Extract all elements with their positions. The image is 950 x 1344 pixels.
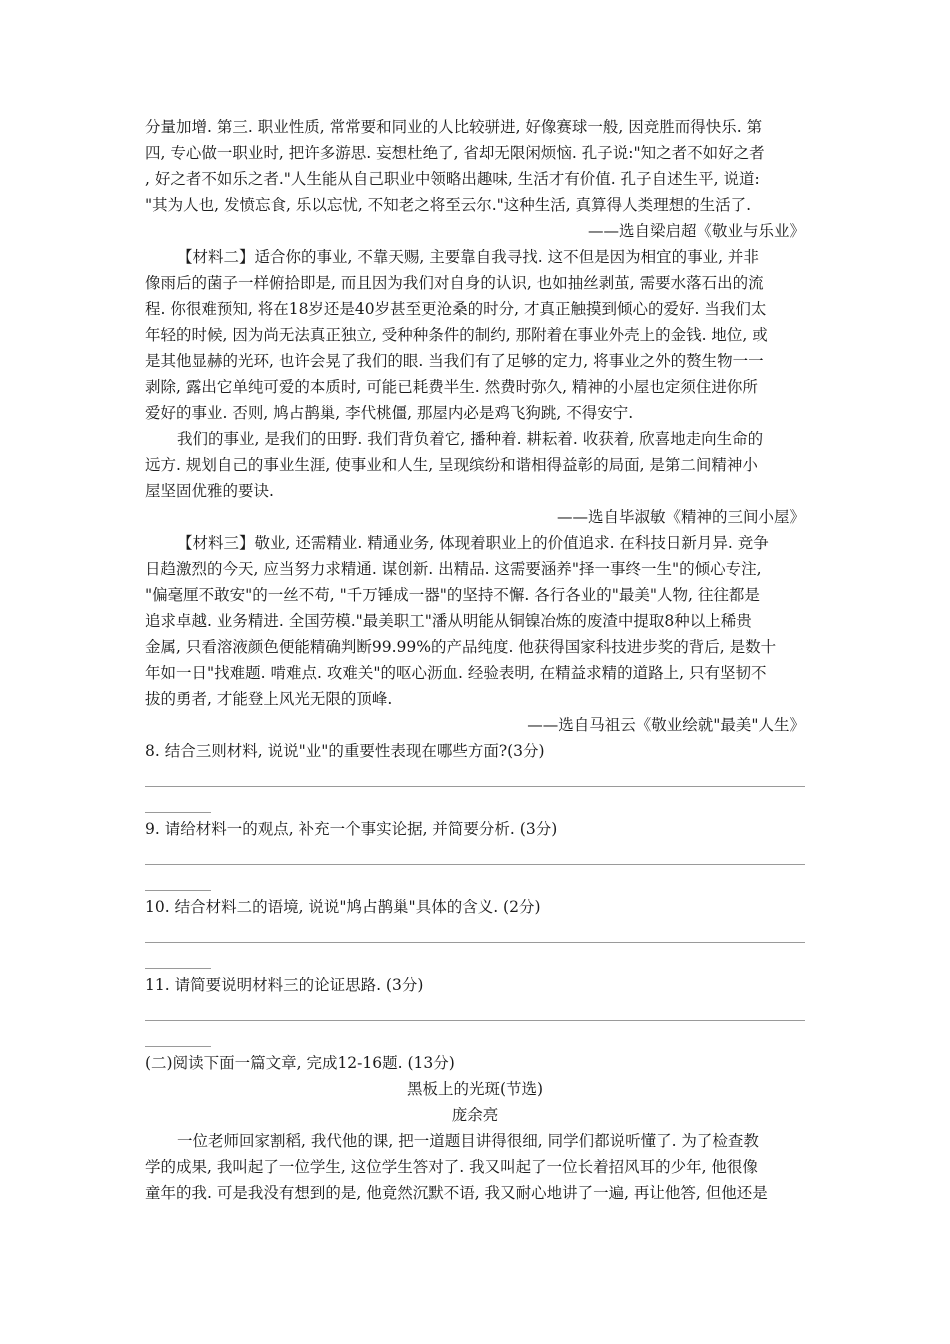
question-text: 8. 结合三则材料, 说说"业"的重要性表现在哪些方面?(3分)	[145, 742, 545, 760]
question-text: 10. 结合材料二的语境, 说说"鸠占鹊巢"具体的含义. (2分)	[145, 898, 541, 916]
source-attribution: ——选自毕淑敏《精神的三间小屋》	[556, 508, 805, 526]
text-line: 程. 你很难预知, 将在18岁还是40岁甚至更沧桑的时分, 才真正触摸到倾心的爱好. 当我们太	[145, 300, 767, 318]
question-text: 11. 请简要说明材料三的论证思路. (3分)	[145, 976, 424, 994]
text-line: 四, 专心做一职业时, 把许多游思. 妄想杜绝了, 省却无限闲烦恼. 孔子说:"知之者不如好之者	[145, 144, 765, 162]
text-line: 追求卓越. 业务精进. 全国劳模."最美职工"潘从明能从铜镍冶炼的废渣中提取8种以上稀贵	[145, 612, 752, 630]
answer-line[interactable]	[145, 786, 805, 787]
material-two-text	[145, 244, 805, 530]
question-text: 9. 请给材料一的观点, 补充一个事实论据, 并简要分析. (3分)	[145, 820, 558, 838]
text-line: 是其他显赫的光环, 也许会晃了我们的眼. 当我们有了足够的定力, 将事业之外的赘生物一一	[145, 352, 764, 370]
article-author: 庞余亮	[451, 1106, 499, 1124]
text-line: 一位老师回家割稻, 我代他的课, 把一道题目讲得很细, 同学们都说听懂了. 为了检查教	[177, 1132, 759, 1150]
text-line: 童年的我. 可是我没有想到的是, 他竟然沉默不语, 我又耐心地讲了一遍, 再让他答, 但他还是	[145, 1184, 768, 1202]
text-line: 日趋激烈的今天, 应当努力求精通. 谋创新. 出精品. 这需要涵养"择一事终一生"的倾心专注,	[145, 560, 762, 578]
text-line: 学的成果, 我叫起了一位学生, 这位学生答对了. 我又叫起了一位长着招风耳的少年, 他很像	[145, 1158, 758, 1176]
answer-line-end[interactable]	[145, 968, 211, 969]
article-title: 黑板上的光斑(节选)	[406, 1080, 544, 1098]
text-line: 年如一日"找难题. 啃难点. 攻难关"的呕心沥血. 经验表明, 在精益求精的道路上, 只有坚韧不	[145, 664, 767, 682]
answer-line[interactable]	[145, 864, 805, 865]
text-line: 爱好的事业. 否则, 鸠占鹊巢, 李代桃僵, 那屋内必是鸡飞狗跳, 不得安宁.	[145, 404, 634, 422]
source-attribution: ——选自马祖云《敬业绘就"最美"人生》	[527, 716, 805, 734]
text-line: 屋坚固优雅的要诀.	[145, 482, 274, 500]
answer-line-end[interactable]	[145, 890, 211, 891]
text-line: "其为人也, 发愤忘食, 乐以忘忧, 不知老之将至云尔."这种生活, 真算得人类理想的生活了.	[145, 196, 752, 214]
text-line: 分量加增. 第三. 职业性质, 常常要和同业的人比较骈进, 好像赛球一般, 因竞胜而得快乐. 第	[145, 118, 763, 136]
text-line: "偏毫厘不敢安"的一丝不苟, "千万锤成一器"的坚持不懈. 各行各业的"最美"人物, 往往都是	[145, 586, 760, 604]
text-line: 剥除, 露出它单纯可爱的本质时, 可能已耗费半生. 然费时弥久, 精神的小屋也定须住进你所	[145, 378, 758, 396]
section-heading: (二)阅读下面一篇文章, 完成12-16题. (13分)	[145, 1054, 455, 1072]
text-line: 【材料三】敬业, 还需精业. 精通业务, 体现着职业上的价值追求. 在科技日新月异. 竞争	[177, 534, 769, 552]
source-attribution: ——选自梁启超《敬业与乐业》	[587, 222, 805, 240]
question-11	[145, 972, 805, 998]
text-line: 像雨后的菌子一样俯拾即是, 而且因为我们对自身的认识, 也如抽丝剥茧, 需要水落石出的流	[145, 274, 764, 292]
text-line: 【材料二】适合你的事业, 不靠天赐, 主要靠自我寻找. 这不但是因为相宜的事业, 并非	[177, 248, 759, 266]
question-10	[145, 894, 805, 920]
question-8	[145, 738, 805, 764]
text-line: , 好之者不如乐之者."人生能从自己职业中领略出趣味, 生活才有价值. 孔子自述生平, 说道:	[145, 170, 760, 188]
material-three-text	[145, 530, 805, 738]
text-line: 远方. 规划自己的事业生涯, 使事业和人生, 呈现缤纷和谐相得益彰的局面, 是第二间精神小	[145, 456, 758, 474]
answer-line-end[interactable]	[145, 812, 211, 813]
answer-line[interactable]	[145, 942, 805, 943]
question-9	[145, 816, 805, 842]
material-one-text	[145, 114, 805, 244]
text-line: 我们的事业, 是我们的田野. 我们背负着它, 播种着. 耕耘着. 收获着, 欣喜地走向生命的	[177, 430, 764, 448]
section-two	[145, 1050, 805, 1206]
text-line: 拔的勇者, 才能登上风光无限的顶峰.	[145, 690, 393, 708]
text-line: 年轻的时候, 因为尚无法真正独立, 受种种条件的制约, 那附着在事业外壳上的金钱. 地位, 或	[145, 326, 768, 344]
text-line: 金属, 只看溶液颜色便能精确判断99.99%的产品纯度. 他获得国家科技进步奖的背后, 是数十	[145, 638, 777, 656]
answer-line-end[interactable]	[145, 1046, 211, 1047]
answer-line[interactable]	[145, 1020, 805, 1021]
